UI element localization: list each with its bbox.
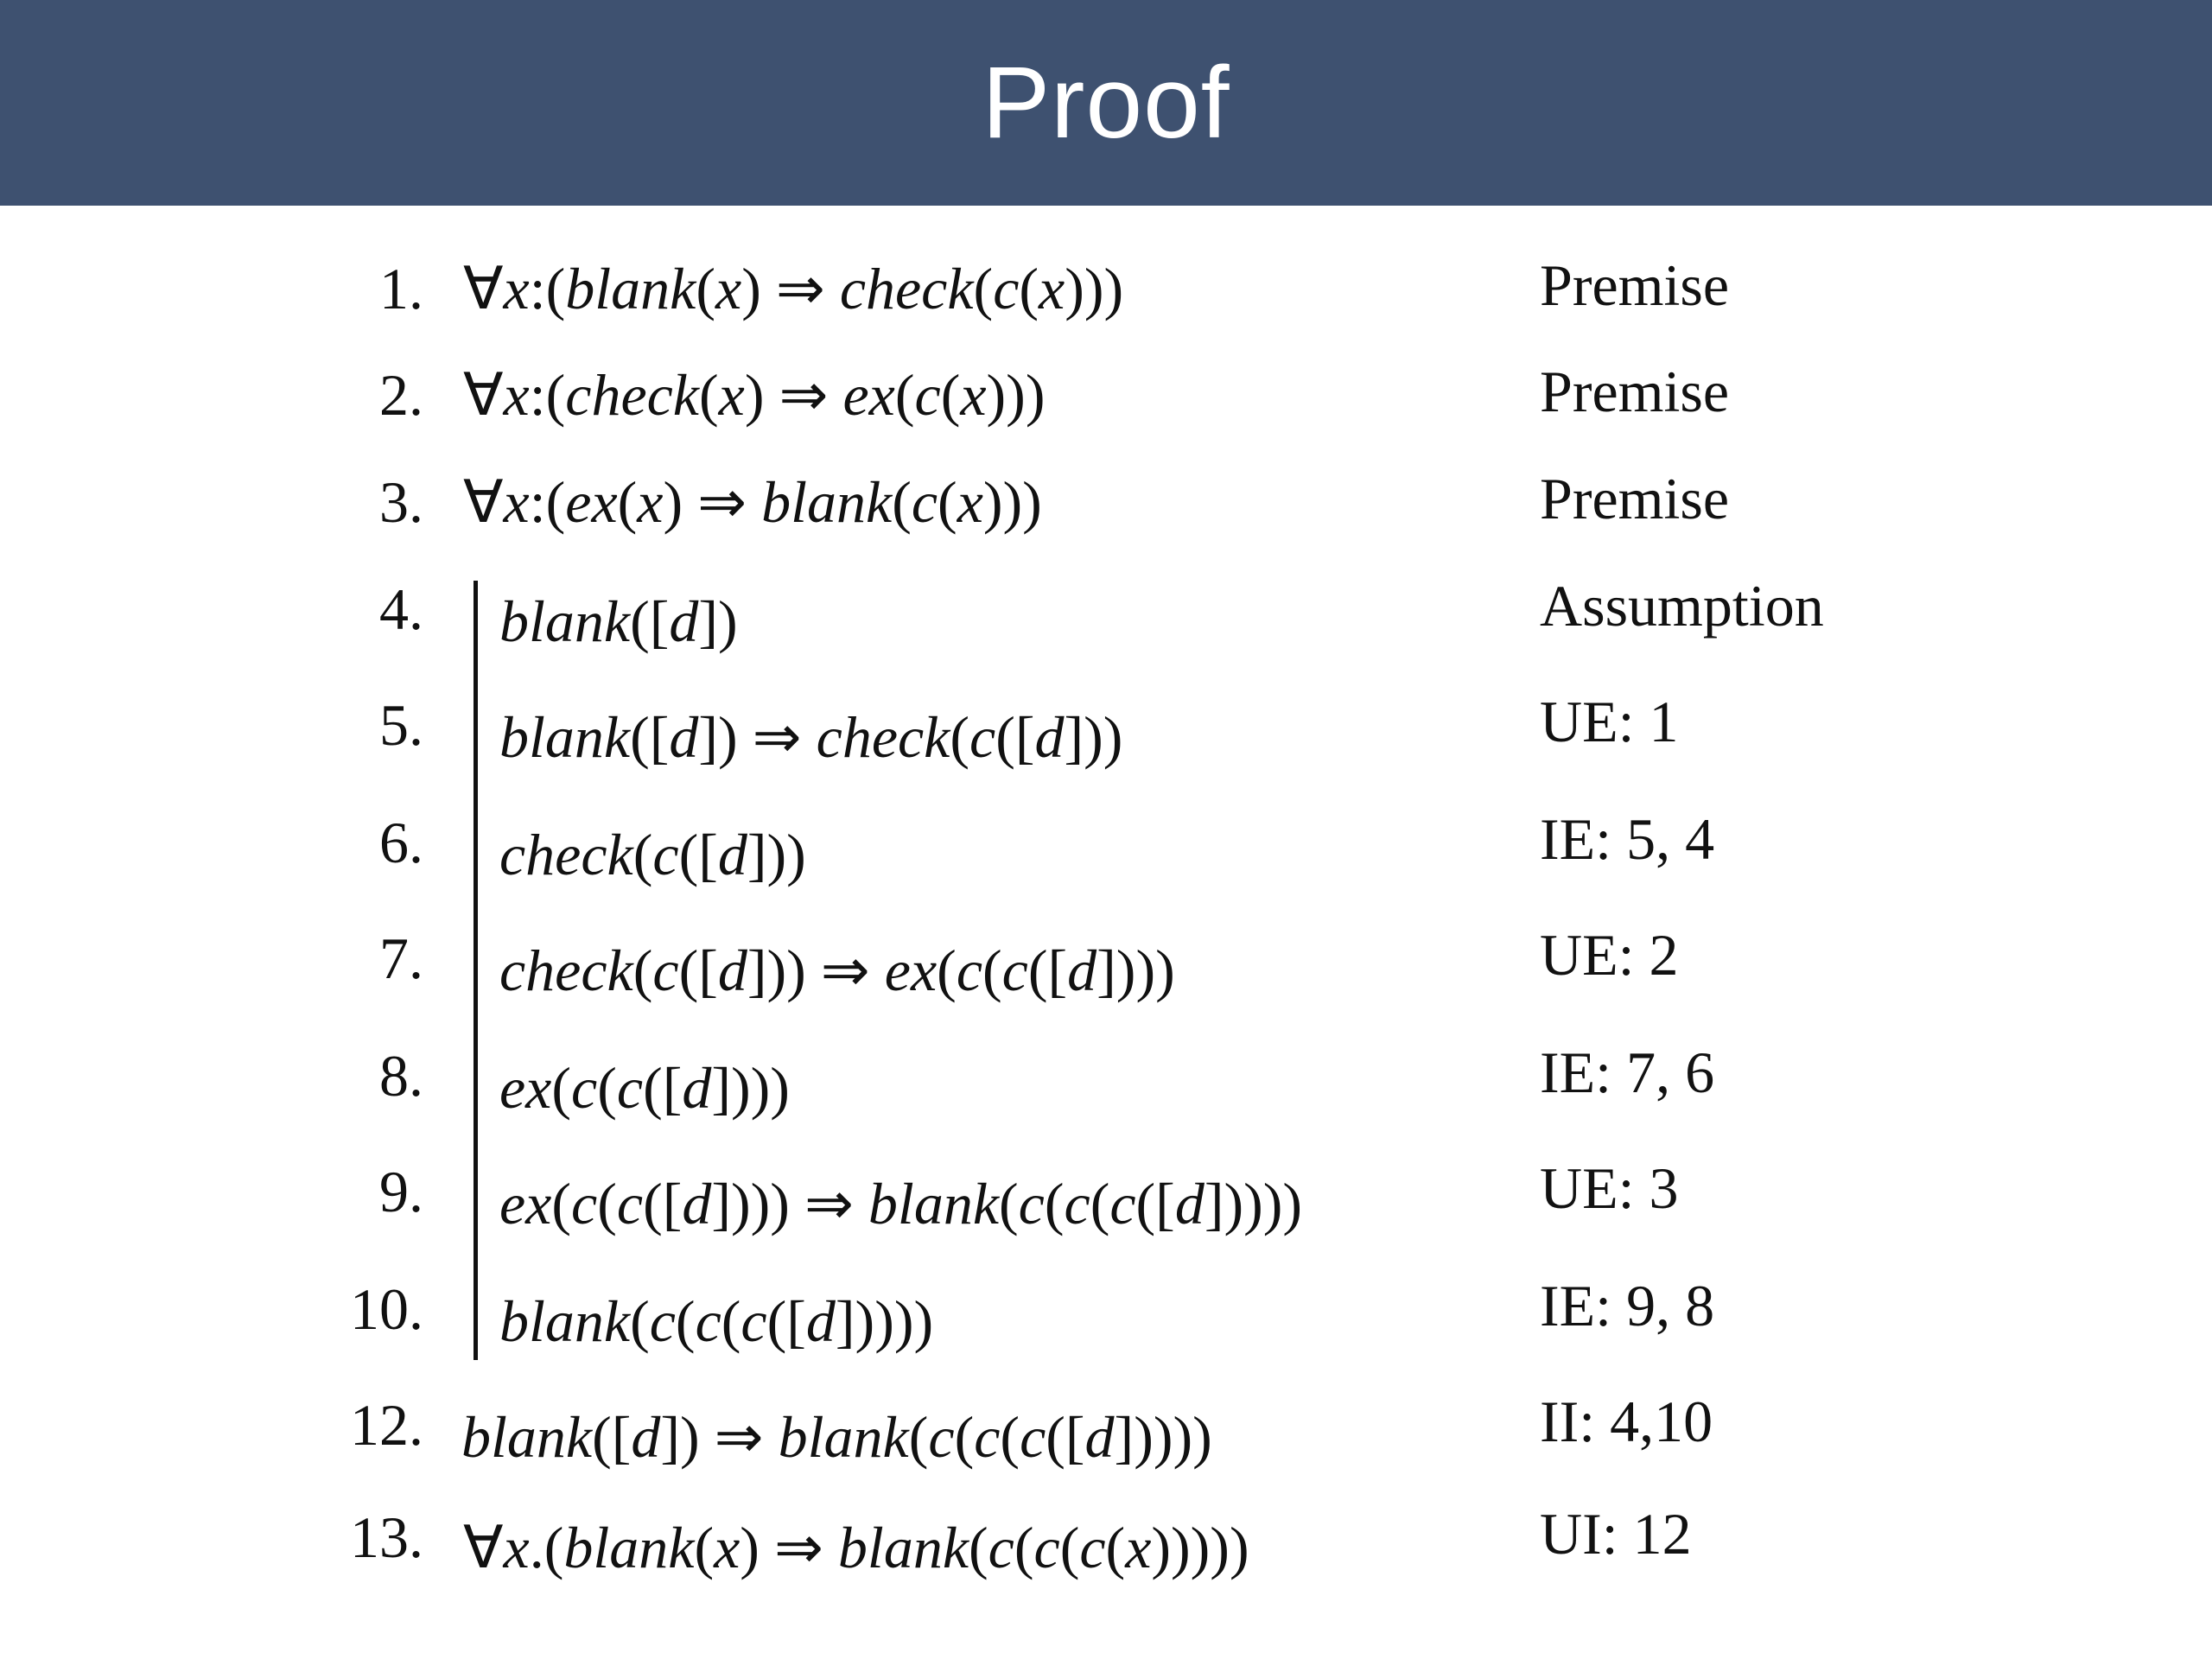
justification: UI: 12 — [1540, 1501, 1692, 1567]
assumption-scope-bar — [474, 581, 478, 1360]
line-number: 8. — [379, 1043, 423, 1109]
line-number: 4. — [379, 576, 423, 642]
justification: Premise — [1540, 359, 1730, 424]
justification: UE: 2 — [1540, 922, 1679, 988]
formula: ∀x.(blank(x) ⇒ blank(c(c(c(x))))) — [463, 1515, 1249, 1580]
line-number: 3. — [379, 469, 423, 535]
line-number: 2. — [379, 362, 423, 428]
formula: check(c([d])) — [499, 822, 806, 887]
formula: ∀x:(ex(x) ⇒ blank(c(x))) — [463, 469, 1042, 535]
justification: II: 4,10 — [1540, 1389, 1713, 1454]
formula: ex(c(c([d]))) — [499, 1055, 790, 1121]
line-number: 10. — [350, 1276, 423, 1342]
formula: ex(c(c([d]))) ⇒ blank(c(c(c([d])))) — [499, 1171, 1303, 1236]
justification: UE: 3 — [1540, 1155, 1679, 1221]
justification: UE: 1 — [1540, 689, 1679, 754]
formula: check(c([d])) ⇒ ex(c(c([d]))) — [499, 938, 1175, 1003]
justification: Premise — [1540, 466, 1730, 531]
justification: Premise — [1540, 252, 1730, 318]
formula: blank([d]) ⇒ blank(c(c(c([d])))) — [461, 1404, 1212, 1470]
formula: ∀x:(check(x) ⇒ ex(c(x))) — [463, 362, 1046, 428]
formula: ∀x:(blank(x) ⇒ check(c(x))) — [463, 256, 1124, 321]
line-number: 12. — [350, 1392, 423, 1458]
justification: IE: 7, 6 — [1540, 1039, 1715, 1105]
formula: blank(c(c(c([d])))) — [499, 1288, 934, 1354]
line-number: 7. — [379, 925, 423, 991]
line-number: 9. — [379, 1159, 423, 1224]
line-number: 1. — [379, 256, 423, 321]
line-number: 5. — [379, 692, 423, 758]
justification: IE: 5, 4 — [1540, 806, 1715, 872]
line-number: 6. — [379, 810, 423, 875]
slide-title: Proof — [982, 46, 1230, 160]
formula: blank([d]) ⇒ check(c([d])) — [499, 704, 1123, 770]
line-number: 13. — [350, 1504, 423, 1570]
justification: Assumption — [1540, 573, 1824, 639]
formula: blank([d]) — [499, 588, 738, 654]
justification: IE: 9, 8 — [1540, 1273, 1715, 1338]
